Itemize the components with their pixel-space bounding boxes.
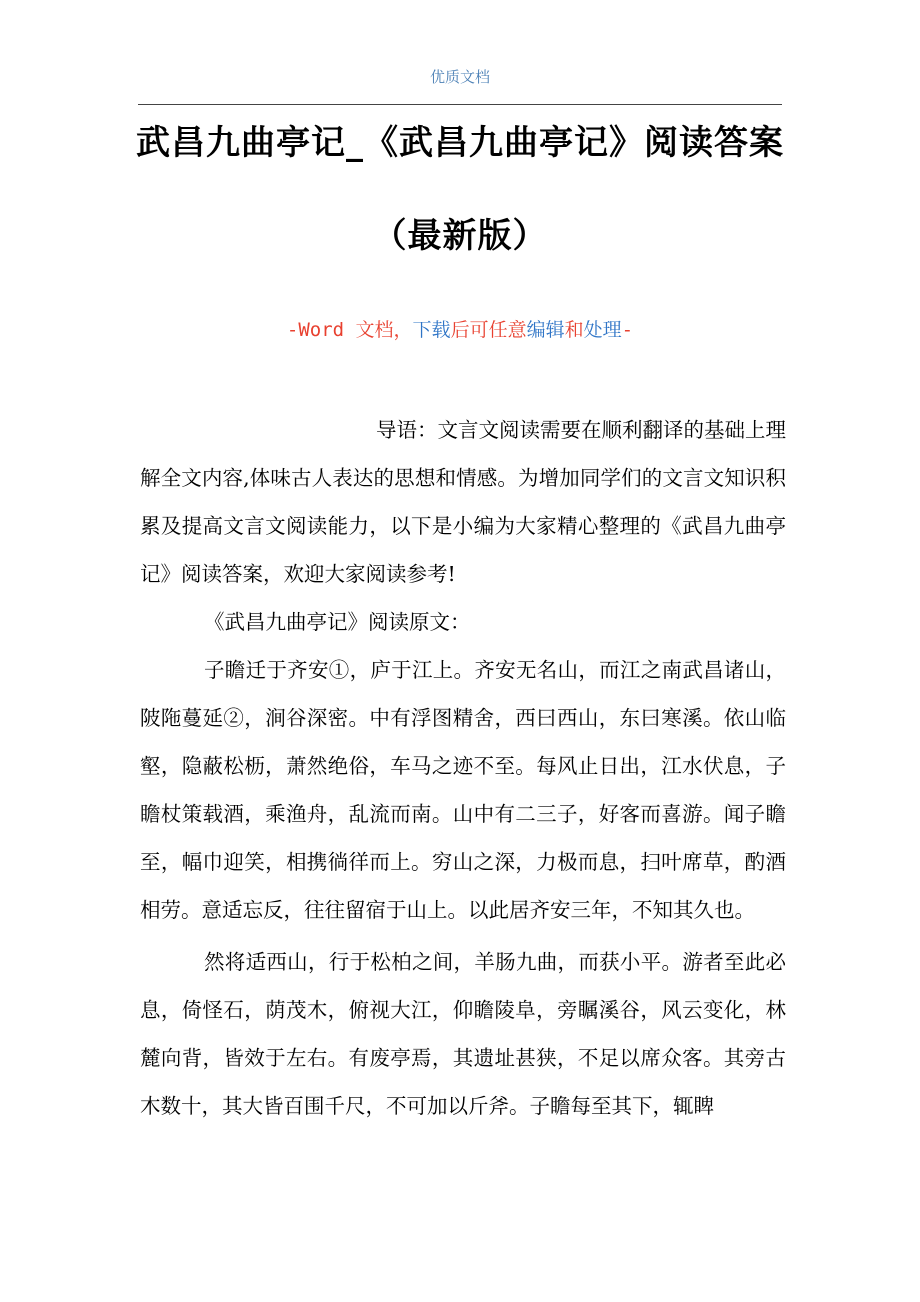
subtitle-part-word-doc: -Word 文档，: [286, 319, 413, 341]
document-subtitle: [0, 315, 920, 342]
subtitle-part-and: 和: [564, 319, 584, 341]
document-title: 武昌九曲亭记_《武昌九曲亭记》阅读答案: [136, 123, 784, 163]
subtitle-part-download: 下载: [412, 319, 451, 341]
intro-paragraph: 导语：文言文阅读需要在顺利翻译的基础上理解全文内容,体味古人表达的思想和情感。为增加同学们的文言文知识积累及提高文言文阅读能力，以下是小编为大家精心整理的《武昌九曲亭记》阅读答案，欢迎大家阅读参考!: [140, 418, 786, 586]
subtitle-part-anytime: 后可任意: [450, 319, 527, 341]
body-paragraph: 子瞻迁于齐安①，庐于江上。齐安无名山，而江之南武昌诸山，陂陁蔓延②，涧谷深密。中有浮图精舍，西曰西山，东曰寒溪。依山临壑，隐蔽松枥，萧然绝俗，车马之迹不至。每风止日出，江水伏息，子瞻杖策载酒，乘渔舟，乱流而南。山中有二三子，好客而喜游。闻子瞻至，幅巾迎笑，相携徜徉而上。穷山之深，力极而息，扫叶席草，酌酒相劳。意适忘反，往往留宿于山上。以此居齐安三年，不知其久也。: [140, 658, 786, 922]
body-paragraph: 然将适西山，行于松柏之间，羊肠九曲，而获小平。游者至此必息，倚怪石，荫茂木，俯视大江，仰瞻陵阜，旁瞩溪谷，风云变化，林麓向背，皆效于左右。有废亭焉，其遗址甚狭，不足以席众客。其旁古木数十，其大皆百围千尺，不可加以斤斧。子瞻每至其下，辄睥: [140, 950, 786, 1118]
subtitle-part-process: 处理: [583, 319, 622, 341]
document-title-edition: （最新版）: [372, 216, 548, 256]
document-body: [140, 406, 786, 1130]
header-divider: [138, 104, 782, 105]
section-heading: 《武昌九曲亭记》阅读原文：: [204, 610, 471, 634]
subtitle-part-dash: -: [621, 319, 634, 341]
subtitle-part-edit: 编辑: [526, 319, 565, 341]
document-header-label: 优质文档: [429, 68, 490, 86]
